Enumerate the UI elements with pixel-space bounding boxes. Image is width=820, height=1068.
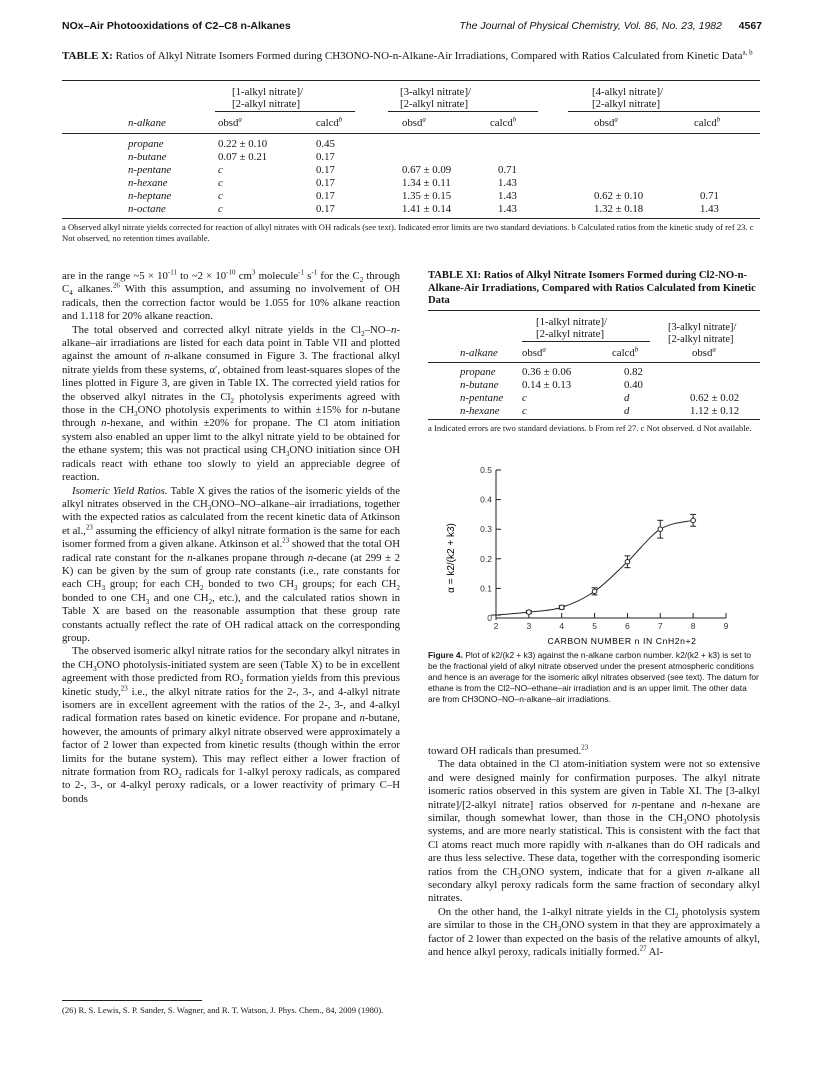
table-x-cell: 0.17 (316, 190, 335, 202)
table-xi-cell: 1.12 ± 0.12 (690, 405, 740, 417)
table-x-cell: 0.71 (498, 164, 517, 176)
y-tick-label: 0.2 (480, 553, 492, 564)
table-x-row-label: n-butane (128, 151, 167, 163)
x-tick-label: 7 (657, 621, 663, 631)
data-point (658, 527, 663, 532)
table-x-cell: 1.32 ± 0.18 (594, 203, 644, 215)
footnote-26: (26) R. S. Lewis, S. P. Sander, S. Wagner, and R. T. Watson, J. Phys. Chem., 84, 2009 (1980). (62, 1005, 384, 1015)
x-tick-label: 2 (493, 621, 499, 631)
table-x-col-calcd3: calcd$^b$ (694, 115, 721, 129)
fit-curve (496, 520, 693, 615)
table-x-col-alkane: n-alkane (128, 117, 166, 129)
table-x-cell: c (218, 190, 223, 202)
table-x-group3-head: [4-alkyl nitrate]/ [2-alkyl nitrate] (592, 86, 664, 110)
table-x-cell: c (218, 164, 223, 176)
table-x-cell: 0.62 ± 0.10 (594, 190, 644, 202)
table-xi-title: Ratios of Alkyl Nitrate Isomers Formed during Cl2-NO-n-Alkane-Air Irradiations, Compared with Ratios Calculated from Kinetic Data (428, 270, 756, 307)
table-x-cell: 0.17 (316, 151, 335, 163)
y-tick-label: 0 (487, 613, 492, 623)
page-number: 4567 (738, 20, 762, 32)
table-x-group3-rule (568, 111, 760, 112)
x-tick-label: 6 (625, 621, 630, 631)
table-xi-head-rule (428, 362, 760, 363)
table-xi-col-alkane: n-alkane (460, 347, 498, 359)
x-tick-label: 3 (526, 621, 532, 631)
table-x-group1-head: [1-alkyl nitrate]/ [2-alkyl nitrate] (232, 86, 304, 110)
table-xi-cell: d (624, 392, 630, 404)
table-xi-footnote: a Indicated errors are two standard deviations. b From ref 27. c Not observed. d Not available. (428, 423, 752, 433)
data-point (625, 559, 630, 564)
table-xi-row-label: n-hexane (460, 405, 500, 417)
table-xi-label: TABLE XI: (428, 270, 482, 281)
x-tick-label: 4 (559, 621, 565, 631)
table-x-cell: 0.17 (316, 177, 335, 189)
table-x-cell: 0.17 (316, 164, 335, 176)
x-axis-label: CARBON NUMBER n IN CnH2n+2 (547, 636, 697, 646)
y-tick-label: 0.3 (480, 524, 492, 535)
table-x-group1-rule (215, 111, 355, 112)
table-xi-col-obsd2: obsd$^a$ (692, 345, 716, 359)
header-left: NOx–Air Photooxidations of C2–C8 n-Alkanes (62, 20, 291, 32)
table-x-label: TABLE X: (62, 50, 113, 62)
y-tick-label: 0.5 (480, 465, 492, 475)
y-axis-label: α = k2/(k2 + k3) (446, 523, 457, 593)
table-x-row-label: n-heptane (128, 190, 172, 202)
figure-4-caption (428, 650, 760, 705)
table-x-row-label: n-pentane (128, 164, 172, 176)
table-x-cell: 0.07 ± 0.21 (218, 151, 268, 163)
left-column-text: are in the range ~5 × $10^{-11}$ to ~2 × $10^{-10}$ $cm^3$ molecule$^{-1}$ $s^{-1}$ for the $C_2$ through $C_4$ alkanes.$^{26}$ With this assumption, and assuming no involvement of OH radicals, then the correction factor would be 1.055 for 10% alkane reaction and 1.118 for 20% alkane reaction. The total observed and corrected alkyl nitrate yields in the $Cl_2-NO-n-alkane$–air irradiations are listed for each data point in Table VII and plotted against the amount of n-alkane consumed in Figure 3. The fractional alkyl nitrate yields from these systems, α′, obtained from least-squares slopes of the lines plotted in Figure 3, are given in Table IX. The corrected yield ratios for the observed alkyl nitrates in the $Cl_2$ photolysis experiments agreed with those in the $CH_3ONO$ photolysis experiments to within ±15% for n-butane through n-hexane, and within ±20% for propane. The Cl atom initiation system also enabled an upper limt to the alkyl nitrate yield to be obtained for the ethane system; this was not practical using $CH_3ONO$ initiation since OH radicals react with ethane too slowly to yield an appreciable degree of reaction. Isomeric Yield Ratios. Table X gives the ratios of the isomeric yields of the alkyl nitrates observed in the $CH_3ONO-NO-alkane$–air irradiations, together with the expected ratios as calculated from the recent kinetic data of Atkinson et al.,$^{23}$ assuming the efficiency of alkyl nitrate formation is the same for each isomer formed from a given alkane. Atkinson et al.$^{23}$ showed that the total OH radical rate constant for the n-alkanes propane through n-decane (at 299 ± 2 K) can be given by the sum of group rate constants (i.e., rate constants for each $CH_3$ group; for each $CH_2$ bonded to two $CH_3$ groups; for each $CH_2$ bonded to one $CH_3$ and one $CH_2$, etc.), and the calculated ratios shown in Table X are based on the reasonable assumption that these group rate constants actually reflect the rate of OH radical attack on the corresponding group. The observed isomeric alkyl nitrate ratios for the secondary alkyl nitrates in the $CH_3ONO$ photolysis-initiated system are seen (Table X) to be in excellent agreement with those predicted from $RO_2$ formation yields from this previous kinetic study,$^{23}$ i.e., the alkyl nitrate ratios for the 2-, 3-, and 4-alkyl nitrate isomers are in excellent agreement with the ratios of the 2-, 3-, and 4-alkyl radical formation rates based on kinetic evidence. For propane and n-butane, however, the amounts of primary alkyl nitrate observed were approximately a factor of 2 lower than expected from kinetic results (though within the error limits for the butane system). This may reflect either a lower fraction of nitrate formation from $RO_2$ radicals for 1-alkyl peroxy radicals, as compared to 2-, 3-, or 4-alkyl peroxy radicals, or a lower reactivity of primary C–H bonds (62, 268, 401, 805)
table-x-cell: 1.43 (700, 203, 719, 215)
table-x-group2-rule (388, 111, 538, 112)
x-tick-label: 5 (592, 621, 597, 631)
table-xi-group2-head: [3-alkyl nitrate]/ [2-alkyl nitrate] (668, 322, 737, 345)
x-tick-label: 8 (690, 621, 696, 631)
table-x-cell: c (218, 177, 223, 189)
table-x-cell: 0.45 (316, 138, 335, 150)
data-point (559, 605, 564, 610)
table-x-title: Ratios of Alkyl Nitrate Isomers Formed during CH3ONO-NO-n-Alkane-Air Irradiations, Compared with Ratios Calculated from Kinetic Data (115, 50, 743, 62)
data-point (691, 518, 696, 523)
table-x-cell: 0.22 ± 0.10 (218, 138, 268, 150)
table-xi-bottom-rule (428, 419, 760, 420)
table-x-cell: 0.71 (700, 190, 719, 202)
table-xi-row-label: propane (460, 366, 496, 378)
table-xi-row-label: n-butane (460, 379, 499, 391)
table-x-footnote: a Observed alkyl nitrate yields corrected for reaction of alkyl nitrates with OH radicals (see text). Indicated error limits are two standard deviations. b Calculated ratios from the kinetic study of ref 23. c Not observed, no retention times available. (62, 222, 754, 243)
data-point (527, 610, 532, 615)
table-x-col-obsd1: obsd$^a$ (218, 115, 242, 129)
table-x-cell: 1.34 ± 0.11 (402, 177, 451, 189)
table-x-col-calcd1: calcd$^b$ (316, 115, 343, 129)
table-xi-cell: c (522, 405, 527, 417)
table-x-cell: 1.43 (498, 177, 517, 189)
table-x-cell: 1.43 (498, 203, 517, 215)
table-xi-top-rule (428, 310, 760, 311)
table-x-cell: 0.17 (316, 203, 335, 215)
x-tick-label: 9 (723, 621, 729, 631)
table-xi-group1-head: [1-alkyl nitrate]/ [2-alkyl nitrate] (536, 316, 608, 340)
table-x-cell: 1.43 (498, 190, 517, 202)
y-tick-label: 0.1 (480, 583, 492, 594)
table-xi-cell: d (624, 405, 630, 417)
table-xi-cell: 0.14 ± 0.13 (522, 379, 572, 391)
table-x-head-rule (62, 133, 760, 134)
table-x-cell: 1.41 ± 0.14 (402, 203, 452, 215)
table-xi-cell: 0.36 ± 0.06 (522, 366, 572, 378)
table-xi-cell: 0.62 ± 0.02 (690, 392, 740, 404)
right-column-text: toward OH radicals than presumed.$^{23}$ The data obtained in the Cl atom-initiation system were not so extensive and were designed mainly for confirmation purposes. The alkyl nitrate isomeric ratios observed in this system are given in Table XI. The [3-alkyl nitrate]/[2-alkyl nitrate] ratios observed for n-pentane and n-hexane are similar, though somewhat lower, than those in the $CH_3ONO$ photolysis systems, and are more nearly statistical. This is consistent with the fact that Cl atoms react much more rapidly with n-alkanes than do OH radicals and are thus less selective. These data, together with the corresponding isomeric ratios from the $CH_3ONO$ system, indicate that for a given n-alkane all secondary alkyl peroxy radicals form the same fraction of secondary alkyl nitrates. On the other hand, the 1-alkyl nitrate yields in the $Cl_2$ photolysis system are similar to those in the $CH_3ONO$ system in that they are approximately a factor of 2 lower than expected on the basis of the relative amounts of alkyl, and hence alkyl peroxy, radicals initially formed.$^{27}$ Al- (428, 743, 761, 959)
data-point (592, 589, 597, 594)
figure-4-caption-text: Plot of k2/(k2 + k3) against the n-alkane carbon number. k2/(k2 + k3) is set to be the fractional yield of alkyl nitrate observed under the present atmospheric conditions and hence is an average for the isomeric alkyl nitrates observed (see text). The datum for ethane is from the Cl2–NO–ethane–air irradiation and is an upper limit. The other data are from CH3ONO–NO–n-alkane–air irradiations. (428, 650, 759, 704)
running-header (62, 20, 762, 36)
table-xi-cell: 0.82 (624, 366, 643, 378)
table-x-group2-head: [3-alkyl nitrate]/ [2-alkyl nitrate] (400, 86, 472, 110)
table-x-cell: 1.35 ± 0.15 (402, 190, 452, 202)
table-x-top-rule (62, 80, 760, 81)
table-x-caption: TABLE X: Ratios of Alkyl Nitrate Isomers Formed during CH3ONO-NO-n-Alkane-Air Irradiations, Compared with Ratios Calculated from Kinetic Data$^{a, b}$ (62, 48, 753, 62)
table-x-col-obsd3: obsd$^a$ (594, 115, 618, 129)
table-xi-col-obsd1: obsd$^a$ (522, 345, 546, 359)
figure-4-chart (436, 458, 756, 648)
table-x-row-label: n-octane (128, 203, 166, 215)
table-xi-caption (428, 270, 760, 308)
table-xi-cell: c (522, 392, 527, 404)
table-x-row-label: propane (128, 138, 164, 150)
table-x-row-label: n-hexane (128, 177, 168, 189)
footnote-rule (62, 1000, 202, 1001)
journal-title: The Journal of Physical Chemistry, Vol. 86, No. 23, 1982 (459, 20, 722, 32)
figure-4-label: Figure 4. (428, 650, 463, 660)
table-xi-row-label: n-pentane (460, 392, 504, 404)
table-xi-group1-rule (522, 341, 650, 342)
table-x-col-obsd2: obsd$^a$ (402, 115, 426, 129)
table-x-col-calcd2: calcd$^b$ (490, 115, 517, 129)
table-x-cell: 0.67 ± 0.09 (402, 164, 452, 176)
table-xi-cell: 0.40 (624, 379, 643, 391)
table-x-cell: c (218, 203, 223, 215)
y-tick-label: 0.4 (480, 494, 492, 505)
table-xi-col-calcd: calcd$^b$ (612, 345, 639, 359)
table-x-bottom-rule (62, 218, 760, 219)
